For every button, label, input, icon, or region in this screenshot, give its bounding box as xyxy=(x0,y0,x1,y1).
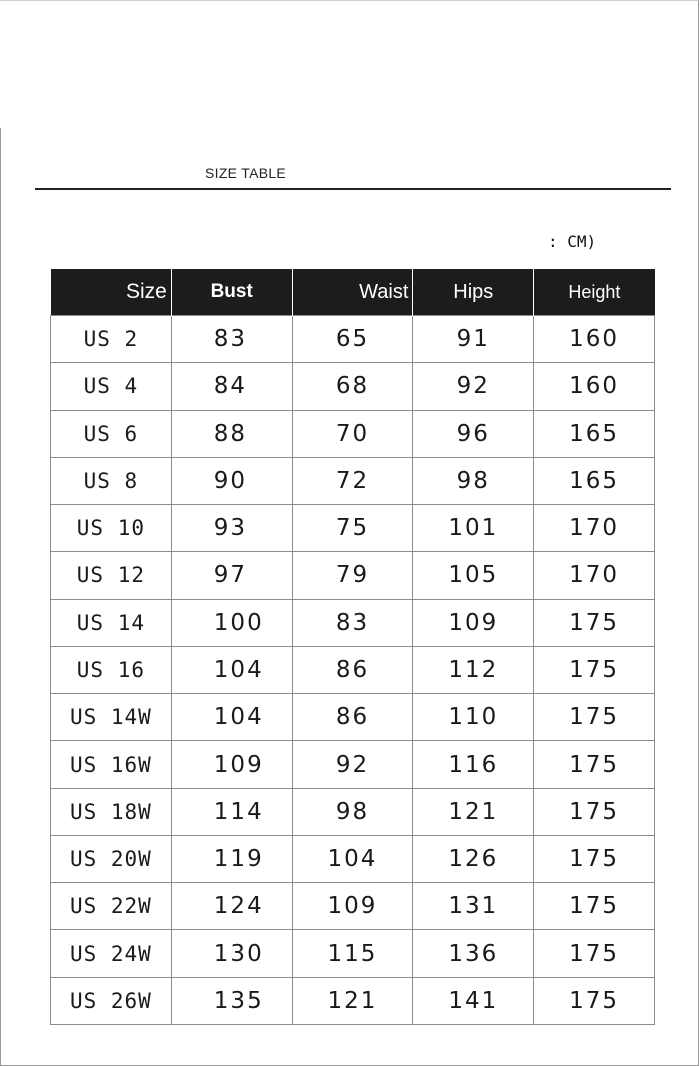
cell-hips: 91 xyxy=(413,316,534,363)
cell-hips: 96 xyxy=(413,410,534,457)
cell-height: 175 xyxy=(534,599,655,646)
cell-hips: 110 xyxy=(413,694,534,741)
table-row xyxy=(51,316,655,363)
cell-size: US 22W xyxy=(51,883,172,930)
table-row xyxy=(51,552,655,599)
cell-height: 175 xyxy=(534,977,655,1024)
cell-size: US 24W xyxy=(51,930,172,977)
cell-bust: 124 xyxy=(171,883,292,930)
title-divider xyxy=(35,188,671,190)
size-table xyxy=(50,269,655,1025)
cell-height: 170 xyxy=(534,552,655,599)
column-header-bust: Bust xyxy=(171,269,292,316)
cell-bust: 119 xyxy=(171,835,292,882)
cell-bust: 104 xyxy=(171,646,292,693)
cell-waist: 86 xyxy=(292,646,413,693)
cell-bust: 84 xyxy=(171,363,292,410)
cell-bust: 104 xyxy=(171,694,292,741)
cell-waist: 79 xyxy=(292,552,413,599)
table-body xyxy=(51,316,655,1025)
cell-waist: 104 xyxy=(292,835,413,882)
cell-hips: 121 xyxy=(413,788,534,835)
cell-height: 175 xyxy=(534,930,655,977)
cell-height: 165 xyxy=(534,457,655,504)
cell-hips: 112 xyxy=(413,646,534,693)
table-row xyxy=(51,457,655,504)
cell-waist: 121 xyxy=(292,977,413,1024)
cell-height: 175 xyxy=(534,883,655,930)
cell-waist: 115 xyxy=(292,930,413,977)
cell-waist: 65 xyxy=(292,316,413,363)
table-row xyxy=(51,788,655,835)
cell-hips: 136 xyxy=(413,930,534,977)
cell-bust: 83 xyxy=(171,316,292,363)
cell-size: US 16W xyxy=(51,741,172,788)
cell-waist: 68 xyxy=(292,363,413,410)
cell-hips: 109 xyxy=(413,599,534,646)
cell-waist: 98 xyxy=(292,788,413,835)
table-row xyxy=(51,883,655,930)
cell-size: US 20W xyxy=(51,835,172,882)
cell-hips: 116 xyxy=(413,741,534,788)
cell-bust: 88 xyxy=(171,410,292,457)
cell-size: US 12 xyxy=(51,552,172,599)
cell-bust: 93 xyxy=(171,505,292,552)
cell-height: 175 xyxy=(534,835,655,882)
cell-hips: 131 xyxy=(413,883,534,930)
cell-size: US 6 xyxy=(51,410,172,457)
page-title: SIZE TABLE xyxy=(205,165,287,181)
column-header-height: Height xyxy=(534,269,655,316)
cell-bust: 130 xyxy=(171,930,292,977)
cell-size: US 2 xyxy=(51,316,172,363)
header-row xyxy=(51,269,655,316)
table-row xyxy=(51,694,655,741)
cell-size: US 18W xyxy=(51,788,172,835)
cell-hips: 98 xyxy=(413,457,534,504)
cell-bust: 109 xyxy=(171,741,292,788)
cell-size: US 26W xyxy=(51,977,172,1024)
cell-waist: 109 xyxy=(292,883,413,930)
table-row xyxy=(51,505,655,552)
column-header-waist: Waist xyxy=(292,269,413,316)
cell-height: 175 xyxy=(534,741,655,788)
cell-size: US 4 xyxy=(51,363,172,410)
column-header-hips: Hips xyxy=(413,269,534,316)
cell-waist: 86 xyxy=(292,694,413,741)
cell-height: 175 xyxy=(534,646,655,693)
cell-height: 160 xyxy=(534,316,655,363)
cell-hips: 92 xyxy=(413,363,534,410)
table-row xyxy=(51,977,655,1024)
cell-size: US 10 xyxy=(51,505,172,552)
table-row xyxy=(51,599,655,646)
table-row xyxy=(51,646,655,693)
cell-hips: 126 xyxy=(413,835,534,882)
cell-hips: 141 xyxy=(413,977,534,1024)
cell-height: 170 xyxy=(534,505,655,552)
table-row xyxy=(51,410,655,457)
cell-size: US 8 xyxy=(51,457,172,504)
cell-bust: 97 xyxy=(171,552,292,599)
cell-hips: 101 xyxy=(413,505,534,552)
cell-size: US 16 xyxy=(51,646,172,693)
cell-bust: 135 xyxy=(171,977,292,1024)
unit-note: : CM) xyxy=(548,232,597,251)
cell-height: 160 xyxy=(534,363,655,410)
cell-height: 175 xyxy=(534,788,655,835)
table-row xyxy=(51,363,655,410)
cell-size: US 14 xyxy=(51,599,172,646)
cell-waist: 92 xyxy=(292,741,413,788)
table-row xyxy=(51,741,655,788)
table-row xyxy=(51,930,655,977)
cell-bust: 90 xyxy=(171,457,292,504)
cell-bust: 100 xyxy=(171,599,292,646)
cell-height: 165 xyxy=(534,410,655,457)
cell-waist: 70 xyxy=(292,410,413,457)
cell-height: 175 xyxy=(534,694,655,741)
cell-hips: 105 xyxy=(413,552,534,599)
cell-size: US 14W xyxy=(51,694,172,741)
table-row xyxy=(51,835,655,882)
cell-bust: 114 xyxy=(171,788,292,835)
left-border xyxy=(0,128,1,1066)
cell-waist: 72 xyxy=(292,457,413,504)
cell-waist: 75 xyxy=(292,505,413,552)
column-header-size: Size xyxy=(51,269,172,316)
cell-waist: 83 xyxy=(292,599,413,646)
